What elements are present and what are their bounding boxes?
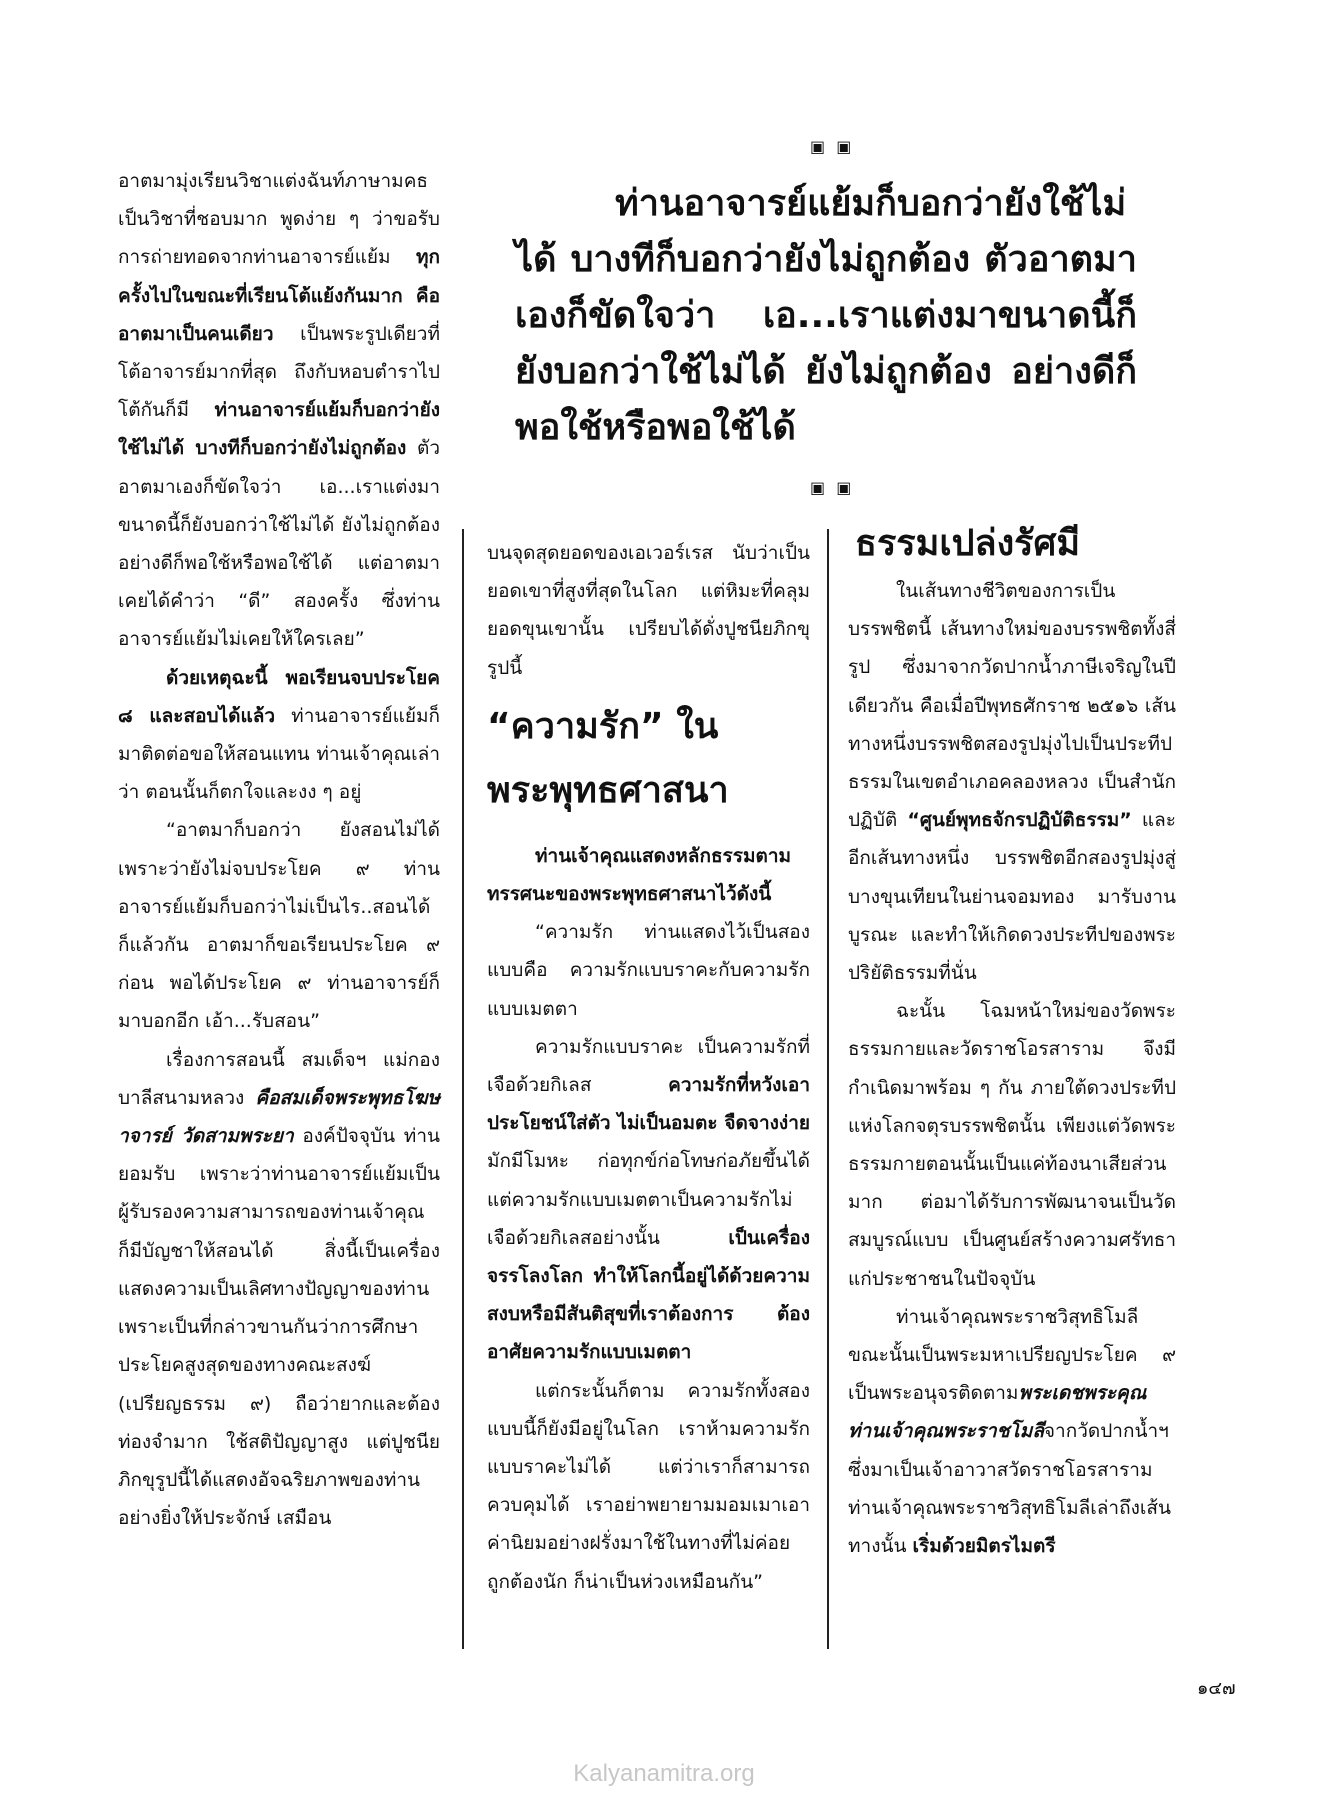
ornament-top: ▣ ▣: [810, 137, 855, 156]
pull-quote-text: ท่านอาจารย์แย้มก็บอกว่ายังใช้ไม่ได้ บางทีก็บอกว่ายังไม่ถูกต้อง ตัวอาตมาเองก็ขัดใจว่า เอ...เราแต่งมาขนาดนี้ก็ยังบอกว่าใช้ไม่ได้ ยังไม่ถูกต้อง อย่างดีก็พอใช้หรือพอใช้ได้: [515, 183, 1137, 448]
left-paragraph-1: อาตมามุ่งเรียนวิชาแต่งฉันท์ภาษามคธ เป็นวิชาที่ชอบมาก พูดง่าย ๆ ว่าขอรับการถ่ายทอดจากท่านอาจารย์แย้ม ทุกครั้งไปในขณะที่เรียนโต้แย้งกันมาก คืออาตมาเป็นคนเดียว เป็นพระรูปเดียวที่โต้อาจารย์มากที่สุด ถึงกับหอบตำราไปโต้กันก็มี ท่านอาจารย์แย้มก็บอกว่ายังใช้ไม่ได้ บางทีก็บอกว่ายังไม่ถูกต้อง ตัวอาตมาเองก็ขัดใจว่า เอ...เราแต่งมาขนาดนี้ก็ยังบอกว่าใช้ไม่ได้ ยังไม่ถูกต้อง อย่างดีก็พอใช้หรือพอใช้ได้ แต่อาตมาเคยได้คำว่า “ดี” สองครั้ง ซึ่งท่านอาจารย์แย้มไม่เคยให้ใครเลย”: [118, 170, 440, 651]
right-paragraph-2: ฉะนั้น โฉมหน้าใหม่ของวัดพระธรรมกายและวัดราชโอรสาราม จึงมีกำเนิดมาพร้อม ๆ กัน ภายใต้ดวงประทีปแห่งโลกจตุรบรรพชิตนั้น เพียงแต่วัดพระธรรมกายตอนนั้นเป็นแค่ท้องนาเสียส่วนมาก ต่อมาได้รับการพัฒนาจนเป็นวัดสมบูรณ์แบบ เป็นศูนย์สร้างความศรัทธาแก่ประชาชนในปัจจุบัน: [848, 1000, 1176, 1290]
left-paragraph-4: เรื่องการสอนนี้ สมเด็จฯ แม่กองบาลีสนามหลวง คือสมเด็จพระพุทธโฆษาจารย์ วัดสามพระยา องค์ปัจจุบัน ท่านยอมรับ เพราะว่าท่านอาจารย์แย้มเป็นผู้รับรองความสามารถของท่านเจ้าคุณ ก็มีบัญชาให้สอนได้ สิ่งนี้เป็นเครื่องแสดงความเป็นเลิศทางปัญญาของท่าน เพราะเป็นที่กล่าวขานกันว่าการศึกษาประโยคสูงสุดของทางคณะสงฆ์ (เปรียญธรรม ๙) ถือว่ายากและต้องท่องจำมาก ใช้สติปัญญาสูง แต่ปูชนียภิกขุรูปนี้ได้แสดงอัจฉริยภาพของท่านอย่างยิ่งให้ประจักษ์ เสมือน: [118, 1048, 440, 1530]
middle-paragraph-2: ท่านเจ้าคุณแสดงหลักธรรมตามทรรศนะของพระพุทธศาสนาไว้ดังนี้: [487, 844, 792, 906]
column-rule: [462, 529, 464, 1649]
pull-quote: [515, 176, 1137, 456]
watermark: Kalyanamitra.org: [573, 1760, 755, 1787]
right-paragraph-1: ในเส้นทางชีวิตของการเป็นบรรพชิตนี้ เส้นทางใหม่ของบรรพชิตทั้งสี่รูป ซึ่งมาจากวัดปากน้ำภาษีเจริญในปีเดียวกัน คือเมื่อปีพุทธศักราช ๒๕๑๖ เส้นทางหนึ่งบรรพชิตสองรูปมุ่งไปเป็นประทีปธรรมในเขตอำเภอคลองหลวง เป็นสำนักปฏิบัติ “ศูนย์พุทธจักรปฏิบัติธรรม” และอีกเส้นทางหนึ่ง บรรพชิตอีกสองรูปมุ่งสู่บางขุนเทียนในย่านจอมทอง มารับงานบูรณะ และทำให้เกิดดวงประทีปของพระปริยัติธรรมที่นั่น: [848, 580, 1176, 985]
page-number: ๑๔๗: [1197, 1678, 1236, 1699]
middle-paragraph-4: ความรักแบบราคะ เป็นความรักที่เจือด้วยกิเลส ความรักที่หวังเอาประโยชน์ใส่ตัว ไม่เป็นอมตะ จืดจางง่าย มักมีโมหะ ก่อทุกข์ก่อโทษก่อภัยขึ้นได้ แต่ความรักแบบเมตตาเป็นความรักไม่เจือด้วยกิเลสอย่างนั้น เป็นเครื่องจรรโลงโลก ทำให้โลกนี้อยู่ได้ด้วยความสงบหรือมีสันติสุขที่เราต้องการ ต้องอาศัยความรักแบบเมตตา: [487, 1035, 810, 1364]
right-column: [848, 572, 1176, 1565]
column-rule: [827, 529, 829, 1649]
middle-paragraph-5: แต่กระนั้นก็ตาม ความรักทั้งสองแบบนี้ก็ยังมีอยู่ในโลก เราห้ามความรักแบบราคะไม่ได้ แต่ว่าเราก็สามารถควบคุมได้ เราอย่าพยายามมอมเมาเอาค่านิยมอย่างฝรั่งมาใช้ในทางที่ไม่ค่อยถูกต้องนัก ก็น่าเป็นห่วงเหมือนกัน”: [487, 1379, 810, 1593]
middle-paragraph-1: บนจุดสุดยอดของเอเวอร์เรส นับว่าเป็นยอดเขาที่สูงที่สุดในโลก แต่หิมะที่คลุมยอดขุนเขานั้น เปรียบได้ดั่งปูชนียภิกขุรูปนี้: [487, 542, 810, 679]
section-heading-dhamma: ธรรมเปล่งรัศมี: [855, 523, 1081, 564]
right-paragraph-3: ท่านเจ้าคุณพระราชวิสุทธิโมลีขณะนั้นเป็นพระมหาเปรียญประโยค ๙ เป็นพระอนุจรติดตามพระเดชพระคุณท่านเจ้าคุณพระราชโมลีจากวัดปากน้ำฯ ซึ่งมาเป็นเจ้าอาวาสวัดราชโอรสาราม ท่านเจ้าคุณพระราชวิสุทธิโมลีเล่าถึงเส้นทางนั้น เริ่มด้วยมิตรไมตรี: [848, 1305, 1176, 1558]
middle-paragraph-3: “ความรัก ท่านแสดงไว้เป็นสองแบบคือ ความรักแบบราคะกับความรักแบบเมตตา: [487, 921, 810, 1020]
middle-column: [487, 534, 810, 1601]
left-column: [118, 162, 440, 1537]
ornament-bottom: ▣ ▣: [810, 478, 855, 497]
section-heading-love: “ความรัก” ในพระพุทธศาสนา: [487, 705, 729, 811]
left-paragraph-2: ด้วยเหตุฉะนี้ พอเรียนจบประโยค ๘ และสอบได้แล้ว ท่านอาจารย์แย้มก็มาติดต่อขอให้สอนแทน ท่านเจ้าคุณเล่าว่า ตอนนั้นก็ตกใจและงง ๆ อยู่: [118, 666, 440, 804]
left-paragraph-3: “อาตมาก็บอกว่า ยังสอนไม่ได้ เพราะว่ายังไม่จบประโยค ๙ ท่านอาจารย์แย้มก็บอกว่าไม่เป็นไร..สอนได้ก็แล้วกัน อาตมาก็ขอเรียนประโยค ๙ ก่อน พอได้ประโยค ๙ ท่านอาจารย์ก็มาบอกอีก เอ้า...รับสอน”: [118, 819, 440, 1033]
